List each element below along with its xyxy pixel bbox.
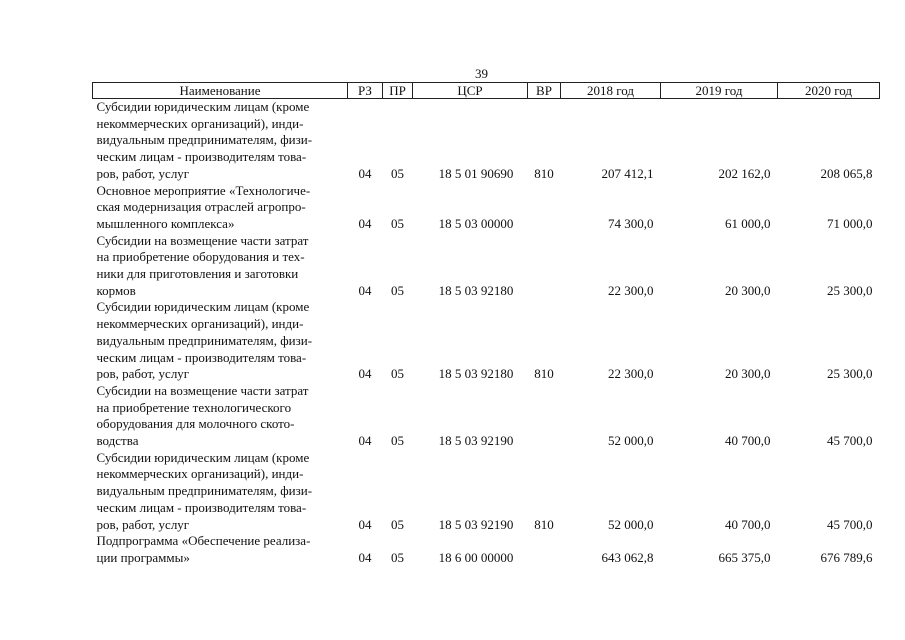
row-name-line: на приобретение технологического: [96, 399, 292, 415]
row-name-line: на приобретение оборудования и тех-: [96, 249, 305, 265]
row-2018: 643 062,8: [601, 549, 654, 565]
row-rz: 04: [358, 549, 372, 565]
row-name-line: видуальным предпринимателям, физи-: [96, 332, 313, 348]
row-2019: 40 700,0: [725, 433, 771, 449]
row-2019: 61 000,0: [725, 215, 771, 231]
row-name-line: ров, работ, услуг: [96, 516, 190, 532]
header-csr: ЦСР: [413, 83, 528, 99]
row-csr: 18 5 03 92180: [438, 366, 514, 382]
row-name: [93, 533, 348, 566]
row-csr: 18 5 03 92190: [438, 516, 514, 532]
row-pr: 05: [391, 549, 404, 565]
row-name-line: ции программы»: [96, 549, 190, 565]
row-rz: 04: [358, 215, 372, 231]
row-pr: 05: [391, 165, 404, 181]
row-name-line: Подпрограмма «Обеспечение реализа-: [96, 533, 311, 549]
row-name-line: Субсидии юридическим лицам (кроме: [96, 99, 310, 114]
row-2018: 52 000,0: [608, 516, 654, 532]
budget-table: [92, 82, 880, 567]
row-rz: 04: [358, 366, 372, 382]
row-csr: 18 6 00 00000: [438, 549, 514, 565]
header-2020: 2020 год: [778, 83, 880, 99]
row-pr: 05: [391, 516, 404, 532]
row-csr: 18 5 01 90690: [438, 165, 514, 181]
row-name-line: ческим лицам - производителям това-: [96, 149, 307, 165]
row-name-line: Основное мероприятие «Технологиче-: [96, 182, 311, 198]
row-2018: 207 412,1: [601, 165, 654, 181]
row-vr: [528, 383, 561, 450]
row-pr: 05: [391, 282, 404, 298]
row-2018: 22 300,0: [608, 366, 654, 382]
row-name-line: Субсидии на возмещение части затрат: [96, 232, 309, 248]
row-2019: 665 375,0: [718, 549, 771, 565]
row-2018: 22 300,0: [608, 282, 654, 298]
row-vr: 810: [534, 516, 554, 532]
row-name-line: ческим лицам - производителям това-: [96, 499, 307, 515]
row-name-line: Субсидии юридическим лицам (кроме: [96, 449, 310, 465]
row-name: [93, 450, 348, 534]
row-csr: 18 5 03 00000: [438, 215, 514, 231]
row-vr: 810: [534, 165, 554, 181]
row-pr: 05: [391, 366, 404, 382]
row-rz: 04: [358, 433, 372, 449]
row-name-line: ская модернизация отраслей агропро-: [96, 199, 306, 215]
row-2020: 25 300,0: [827, 282, 873, 298]
row-name-line: оборудования для молочного ското-: [96, 416, 295, 432]
table-row: [93, 99, 880, 183]
row-name-line: видуальным предпринимателям, физи-: [96, 132, 313, 148]
row-name-line: некоммерческих организаций), инди-: [96, 466, 304, 482]
header-pr: ПР: [383, 83, 413, 99]
header-vr: ВР: [528, 83, 561, 99]
row-vr: [528, 183, 561, 233]
row-2019: 40 700,0: [725, 516, 771, 532]
row-2020: 25 300,0: [827, 366, 873, 382]
row-name-line: ров, работ, услуг: [96, 165, 190, 181]
table-row: [93, 383, 880, 450]
row-pr: 05: [391, 215, 404, 231]
table-row: [93, 299, 880, 383]
row-name-line: видуальным предпринимателям, физи-: [96, 483, 313, 499]
row-2020: 676 789,6: [820, 549, 873, 565]
header-2018: 2018 год: [561, 83, 661, 99]
row-2019: 20 300,0: [725, 366, 771, 382]
row-vr: [528, 533, 561, 566]
table-row: [93, 183, 880, 233]
row-name: [93, 233, 348, 300]
row-name-line: ники для приготовления и заготовки: [96, 266, 299, 282]
row-name: [93, 383, 348, 450]
table-row: [93, 533, 880, 566]
row-pr: 05: [391, 433, 404, 449]
row-csr: 18 5 03 92190: [438, 433, 514, 449]
row-name-line: ров, работ, услуг: [96, 366, 190, 382]
row-csr: 18 5 03 92180: [438, 282, 514, 298]
table-row: [93, 233, 880, 300]
row-name-line: некоммерческих организаций), инди-: [96, 316, 304, 332]
row-2018: 74 300,0: [608, 215, 654, 231]
header-2019: 2019 год: [661, 83, 778, 99]
table-body: [93, 99, 880, 567]
row-name-line: водства: [96, 433, 139, 449]
header-rz: РЗ: [348, 83, 383, 99]
table-row: [93, 450, 880, 534]
row-rz: 04: [358, 165, 372, 181]
row-name-line: кормов: [96, 282, 136, 298]
table-header-row: [93, 83, 880, 99]
row-name-line: мышленного комплекса»: [96, 215, 235, 231]
row-2019: 202 162,0: [718, 165, 771, 181]
row-name-line: Субсидии юридическим лицам (кроме: [96, 299, 310, 315]
row-2020: 208 065,8: [820, 165, 873, 181]
row-name: [93, 99, 348, 183]
row-name-line: ческим лицам - производителям това-: [96, 349, 307, 365]
row-2019: 20 300,0: [725, 282, 771, 298]
page-number: 39: [475, 66, 488, 81]
row-name: [93, 299, 348, 383]
row-2018: 52 000,0: [608, 433, 654, 449]
row-rz: 04: [358, 516, 372, 532]
row-name-line: Субсидии на возмещение части затрат: [96, 382, 309, 398]
row-2020: 45 700,0: [827, 516, 873, 532]
row-rz: 04: [358, 282, 372, 298]
row-name: [93, 183, 348, 233]
row-2020: 71 000,0: [827, 215, 873, 231]
row-vr: [528, 233, 561, 300]
header-name: Наименование: [93, 83, 348, 99]
row-2020: 45 700,0: [827, 433, 873, 449]
row-name-line: некоммерческих организаций), инди-: [96, 115, 304, 131]
row-vr: 810: [534, 366, 554, 382]
